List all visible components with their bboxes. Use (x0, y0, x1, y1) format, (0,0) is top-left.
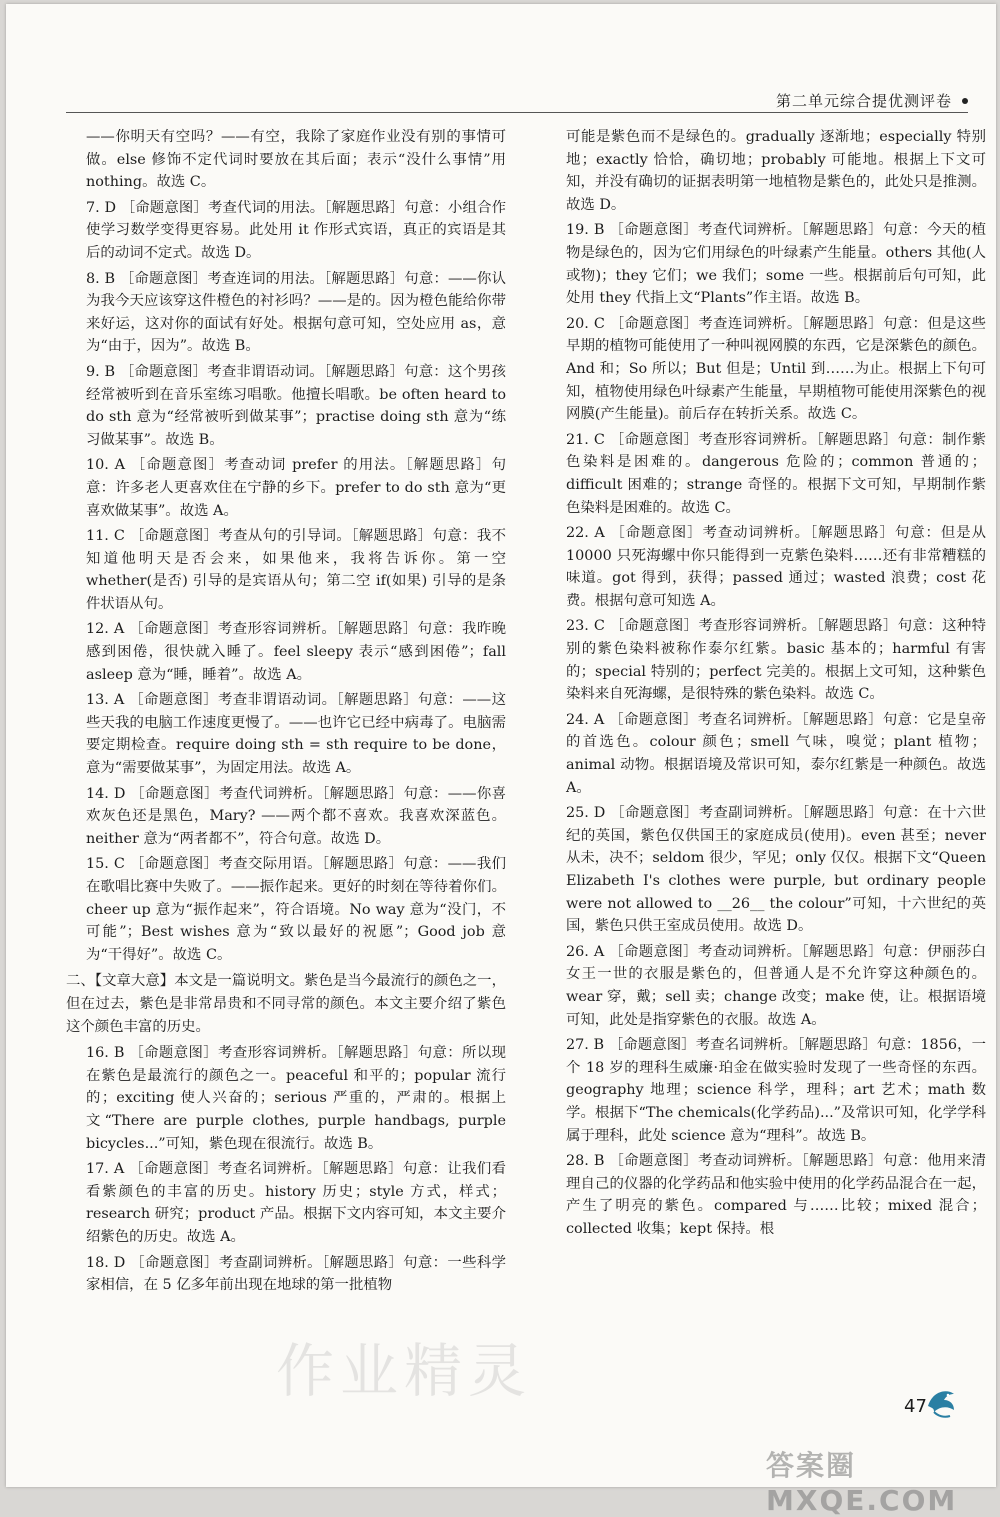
answer-item: 11. C ［命题意图］考查从句的引导词。［解题思路］句意：我不知道他明天是否会来，如果他来，我将告诉你。第一空 whether(是否) 引导的是宾语从句；第二空 if(如果) 引导的是条件状语从句。 (86, 528, 506, 612)
answer-item: 8. B ［命题意图］考查连词的用法。［解题思路］句意：——你认为我今天应该穿这件橙色的衬衫吗？——是的。因为橙色能给你带来好运，这对你的面试有好处。根据句意可知，空处应用 as，意为“由于，因为”。故选 B。 (86, 270, 506, 355)
answer-item: 27. B ［命题意图］考查名词辨析。［解题思路］句意：1856，一个 18 岁的理科生威廉·珀金在做实验时发现了一些奇怪的东西。geography 地理；science 科学，理科；art 艺术；math 数学。根据下“The chemicals(化学药品)...”及常识可知，化学学科属于理科，此处 science 意为“理科”。故选 B。 (566, 1037, 986, 1144)
answer-item: 10. A ［命题意图］考查动词 prefer 的用法。［解题思路］句意：许多老人更喜欢住在宁静的乡下。prefer to do sth 意为“更喜欢做某事”。故选 A。 (86, 457, 506, 519)
answer-item: 13. A ［命题意图］考查非谓语动词。［解题思路］句意：——这些天我的电脑工作速度更慢了。——也许它已经中病毒了。电脑需要定期检查。require doing sth = sth require to be done，意为“需要做某事”，为固定用法。故选 A。 (86, 692, 506, 777)
center-watermark: 作业精灵 (276, 1337, 533, 1405)
answer-item: 16. B ［命题意图］考查形容词辨析。［解题思路］句意：所以现在紫色是最流行的颜色之一。peaceful 和平的；popular 流行的；exciting 使人兴奋的；serious 严重的，严肃的。根据上文“There are purple clothes, purple handbags, purple bicycles...”可知，紫色现在很流行。故选 B。 (86, 1045, 506, 1152)
answer-item: 21. C ［命题意图］考查形容词辨析。［解题思路］句意：制作紫色染料是困难的。dangerous 危险的；common 普通的；difficult 困难的；strange 奇怪的。根据下文可知，早期制作紫色染料是困难的。故选 C。 (566, 431, 986, 516)
answer-item: 28. B ［命题意图］考查动词辨析。［解题思路］句意：他用来清理自己的仪器的化学药品和他实验中使用的化学药品混合在一起，产生了明亮的紫色。compared 与……比较；mixed 混合；collected 收集；kept 保持。根 (566, 1153, 986, 1237)
answer-item: 24. A ［命题意图］考查名词辨析。［解题思路］句意：它是皇帝的首选色。colour 颜色；smell 气味，嗅觉；plant 植物；animal 动物。根据语境及常识可知，泰尔红紫是一种颜色。故选 A。 (566, 711, 986, 796)
header-title: 第二单元综合提优测评卷 (775, 92, 952, 110)
answer-item: 19. B ［命题意图］考查代词辨析。［解题思路］句意：今天的植物是绿色的，因为它们用绿色的叶绿素产生能量。others 其他(人或物)；they 它们；we 我们；some 一些。根据前后句可知，此处用 they 代指上文“Plants”作主语。故选 B。 (566, 222, 986, 307)
answer-item: 可能是紫色而不是绿色的。gradually 逐渐地；especially 特别地；exactly 恰恰，确切地；probably 可能地。根据上下文可知，并没有确切的证据表明第一地植物是紫色的，此处只是推测。故选 D。 (566, 129, 986, 213)
answer-item: 12. A ［命题意图］考查形容词辨析。［解题思路］句意：我昨晚感到困倦，很快就入睡了。feel sleepy 表示“感到困倦”；fall asleep 意为“睡，睡着”。故选 A。 (86, 621, 506, 683)
answer-item: 17. A ［命题意图］考查名词辨析。［解题思路］句意：让我们看看紫颜色的丰富的历史。history 历史；style 方式，样式；research 研究；product 产品。根据下文内容可知，本文主要介绍紫色的历史。故选 A。 (86, 1161, 506, 1245)
answer-item: 26. A ［命题意图］考查动词辨析。［解题思路］句意：伊丽莎白女王一世的衣服是紫色的，但普通人是不允许穿这种颜色的。wear 穿，戴；sell 卖；change 改变；make 使，让。根据语境可知，此处是指穿紫色的衣服。故选 A。 (566, 943, 986, 1028)
site-watermark: 答案圈 MXQE.COM (766, 1449, 958, 1517)
answer-item: 25. D ［命题意图］考查副词辨析。［解题思路］句意：在十六世纪的英国，紫色仅供国王的家庭成员(使用)。even 甚至；never 从未，决不；seldom 很少，罕见；only 仅仅。根据下文“Queen Elizabeth I's clothes were purple, but ordinary people were not allowed to __26__ the colour”可知，十六世纪的英国，紫色只供王室成员使用。故选 D。 (566, 805, 986, 935)
right-column (566, 126, 986, 1244)
section-summary: 二、【文章大意】本文是一篇说明文。紫色是当今最流行的颜色之一，但在过去，紫色是非常昂贵和不同寻常的颜色。本文主要介绍了紫色这个颜色丰富的历史。 (66, 973, 506, 1035)
answer-item: 9. B ［命题意图］考查非谓语动词。［解题思路］句意：这个男孩经常被听到在音乐室练习唱歌。他擅长唱歌。be often heard to do sth 意为“经常被听到做某事”；practise doing sth 意为“练习做某事”。故选 B。 (86, 363, 506, 448)
answer-item: 15. C ［命题意图］考查交际用语。［解题思路］句意：——我们在歌唱比赛中失败了。——振作起来。更好的时刻在等待着你们。cheer up 意为“振作起来”，符合语境。No way 意为“没门，不可能”；Best wishes 意为“致以最好的祝愿”；Good job 意为“干得好”。故选 C。 (86, 856, 506, 963)
answer-item: 23. C ［命题意图］考查形容词辨析。［解题思路］句意：这种特别的紫色染料被称作泰尔红紫。basic 基本的；harmful 有害的；special 特别的；perfect 完美的。根据上文可知，这种紫色染料来自死海螺，是很特殊的紫色染料。故选 C。 (566, 618, 986, 703)
answer-item: 18. D ［命题意图］考查副词辨析。［解题思路］句意：一些科学家相信，在 5 亿多年前出现在地球的第一批植物 (86, 1254, 506, 1294)
dolphin-icon (924, 1382, 958, 1422)
answer-item: ——你明天有空吗？——有空，我除了家庭作业没有别的事情可做。else 修饰不定代词时要放在其后面；表示“没什么事情”用 nothing。故选 C。 (86, 129, 506, 191)
answer-item: 14. D ［命题意图］考查代词辨析。［解题思路］句意：——你喜欢灰色还是黑色，Mary? ——两个都不喜欢。我喜欢深蓝色。neither 意为“两者都不”，符合句意。故选 D。 (86, 785, 506, 847)
page (6, 4, 996, 1517)
page-number: 47 (904, 1396, 927, 1417)
left-column (66, 126, 506, 1300)
page-header (66, 92, 968, 113)
answer-item: 7. D ［命题意图］考查代词的用法。［解题思路］句意：小组合作使学习数学变得更容易。此处用 it 作形式宾语，真正的宾语是其后的动词不定式。故选 D。 (86, 199, 506, 261)
answer-item: 20. C ［命题意图］考查连词辨析。［解题思路］句意：但是这些早期的植物可能使用了一种叫视网膜的东西，它是深紫色的颜色。And 和；So 所以；But 但是；Until 到……为止。根据上下句可知，植物使用绿色叶绿素产生能量，早期植物可能使用深紫色的视网膜(产生能量)。前后存在转折关系。故选 C。 (566, 315, 986, 423)
answer-item: 22. A ［命题意图］考查动词辨析。［解题思路］句意：但是从 10000 只死海螺中你只能得到一克紫色染料……还有非常糟糕的味道。got 得到，获得；passed 通过；wasted 浪费；cost 花费。根据句意可知选 A。 (566, 525, 986, 609)
header-dot-icon (962, 98, 968, 104)
